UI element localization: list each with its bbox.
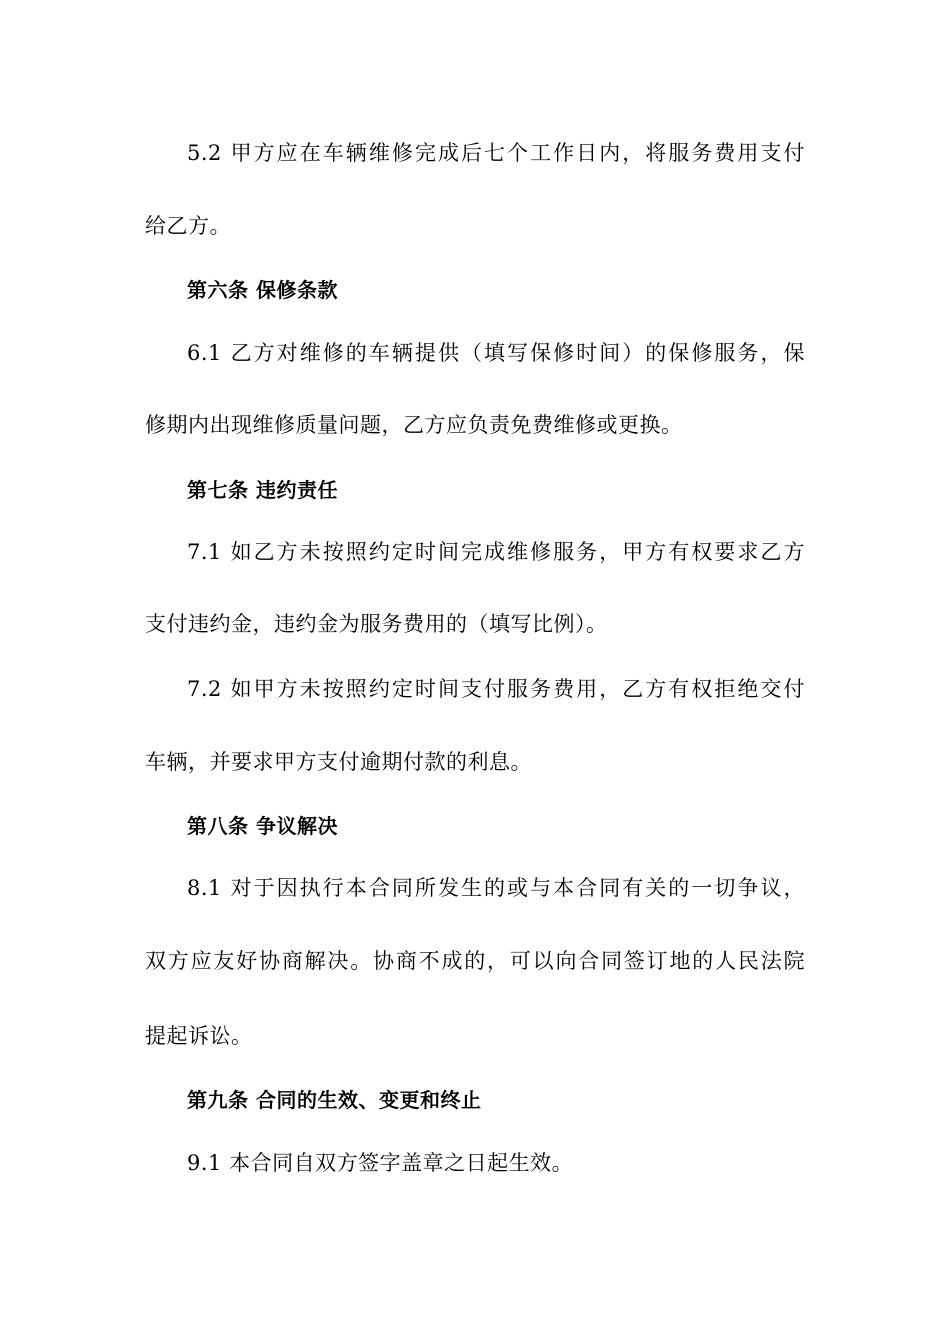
article-7-heading: 第七条 违约责任 [187, 478, 338, 502]
clause-7-1-line-1: 7.1 如乙方未按照约定时间完成维修服务，甲方有权要求乙方 [187, 540, 805, 564]
article-6-heading: 第六条 保修条款 [187, 278, 338, 302]
clause-5-2-line-2: 给乙方。 [145, 214, 231, 238]
article-8-heading: 第八条 争议解决 [187, 814, 338, 838]
clause-7-2-line-2: 车辆，并要求甲方支付逾期付款的利息。 [145, 750, 532, 774]
clause-7-1-line-2: 支付违约金，违约金为服务费用的（填写比例）。 [145, 612, 608, 636]
clause-7-2-line-1: 7.2 如甲方未按照约定时间支付服务费用，乙方有权拒绝交付 [187, 677, 805, 701]
clause-8-1-line-3: 提起诉讼。 [145, 1024, 253, 1048]
clause-8-1-line-1: 8.1 对于因执行本合同所发生的或与本合同有关的一切争议， [187, 876, 805, 900]
article-9-heading: 第九条 合同的生效、变更和终止 [187, 1088, 482, 1112]
clause-8-1-line-2: 双方应友好协商解决。协商不成的，可以向合同签订地的人民法院 [145, 949, 805, 973]
clause-5-2-line-1: 5.2 甲方应在车辆维修完成后七个工作日内，将服务费用支付 [187, 141, 805, 165]
clause-6-1-line-1: 6.1 乙方对维修的车辆提供（填写保修时间）的保修服务，保 [187, 341, 805, 365]
clause-6-1-line-2: 修期内出现维修质量问题，乙方应负责免费维修或更换。 [145, 413, 683, 437]
clause-9-1-line-1: 9.1 本合同自双方签字盖章之日起生效。 [187, 1151, 574, 1175]
